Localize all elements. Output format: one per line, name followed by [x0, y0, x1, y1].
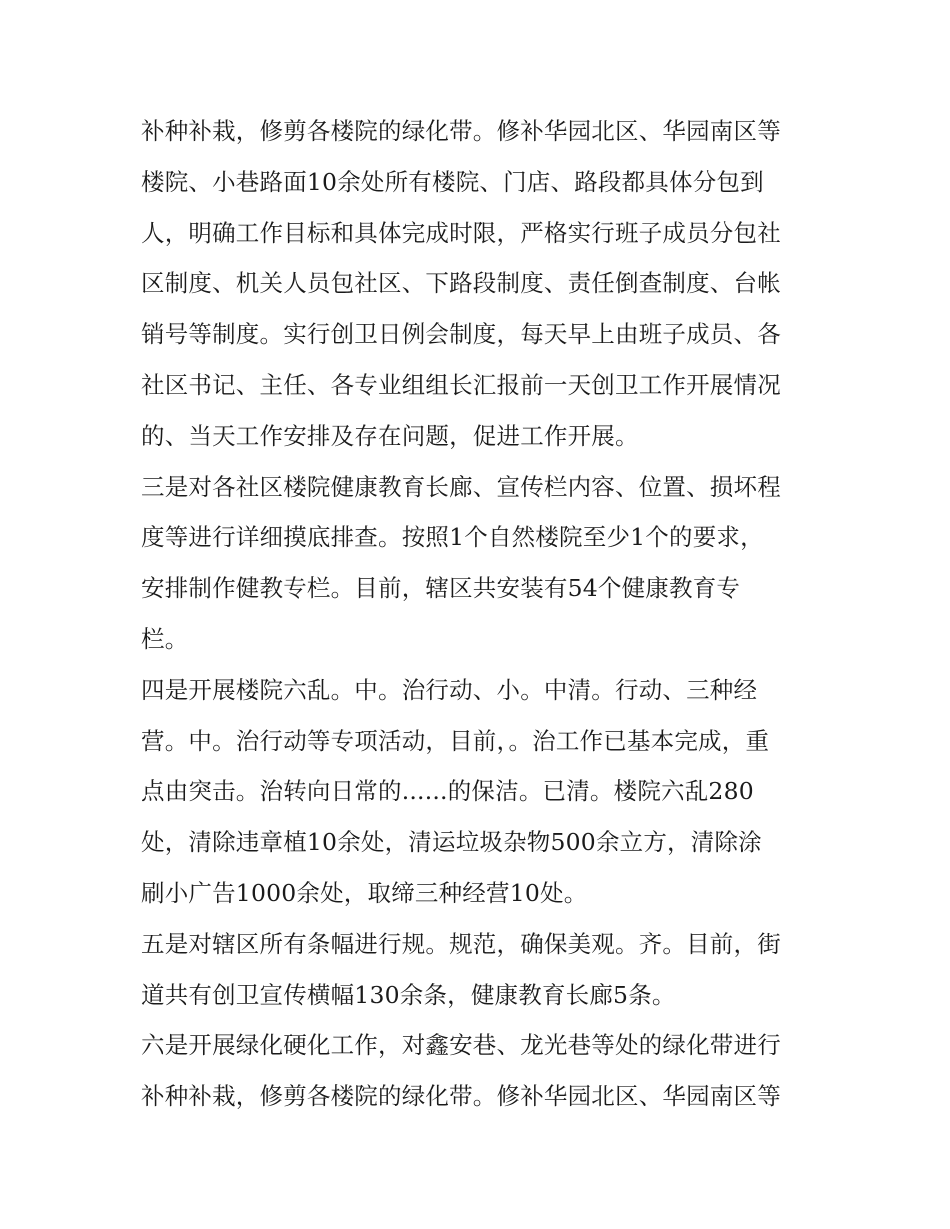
text-line: 的、当天工作安排及存在问题，促进工作开展。	[141, 421, 639, 450]
text-line: 营。中。治行动等专项活动，目前，。治工作已基本完成，重	[141, 726, 770, 755]
text-line: 销号等制度。实行创卫日例会制度，每天早上由班子成员、各	[141, 320, 781, 349]
text-line: 区制度、机关人员包社区、下路段制度、责任倒查制度、台帐	[141, 269, 781, 298]
text-line: 栏。	[141, 624, 189, 653]
text-line: 人，明确工作目标和具体完成时限，严格实行班子成员分包社	[141, 218, 781, 247]
text-line: 五是对辖区所有条幅进行规。规范，确保美观。齐。目前，街	[141, 929, 781, 958]
text-line: 安排制作健教专栏。目前，辖区共安装有54个健康教育专	[141, 574, 741, 603]
paragraph-3	[141, 665, 813, 919]
paragraph-2	[141, 462, 813, 665]
text-line: 补种补栽，修剪各楼院的绿化带。修补华园北区、华园南区等	[141, 117, 781, 145]
text-line: 道共有创卫宣传横幅130余条，健康教育长廊5条。	[141, 980, 676, 1009]
text-line: 楼院、小巷路面10余处所有楼院、门店、路段都具体分包到	[141, 167, 764, 196]
paragraph-4	[141, 919, 813, 1021]
text-line: 六是开展绿化硬化工作，对鑫安巷、龙光巷等处的绿化带进行	[141, 1031, 781, 1060]
paragraph-1	[141, 106, 813, 462]
text-line: 四是开展楼院六乱。中。治行动、小。中清。行动、三种经	[141, 675, 758, 704]
paragraph-5	[141, 1020, 813, 1122]
document-body	[141, 106, 813, 1122]
text-line: 社区书记、主任、各专业组组长汇报前一天创卫工作开展情况	[141, 370, 781, 399]
text-line: 三是对各社区楼院健康教育长廊、宣传栏内容、位置、损坏程	[141, 472, 781, 501]
text-line: 刷小广告1000余处，取缔三种经营10处。	[141, 878, 588, 907]
text-line: 补种补栽，修剪各楼院的绿化带。修补华园北区、华园南区等	[141, 1082, 781, 1111]
text-line: 处，清除违章植10余处，清运垃圾杂物500余立方，清除涂	[141, 828, 762, 857]
text-line: 点由突击。治转向日常的......的保洁。已清。楼院六乱280	[141, 777, 754, 806]
text-line: 度等进行详细摸底排查。按照1个自然楼院至少1个的要求，	[141, 523, 764, 552]
